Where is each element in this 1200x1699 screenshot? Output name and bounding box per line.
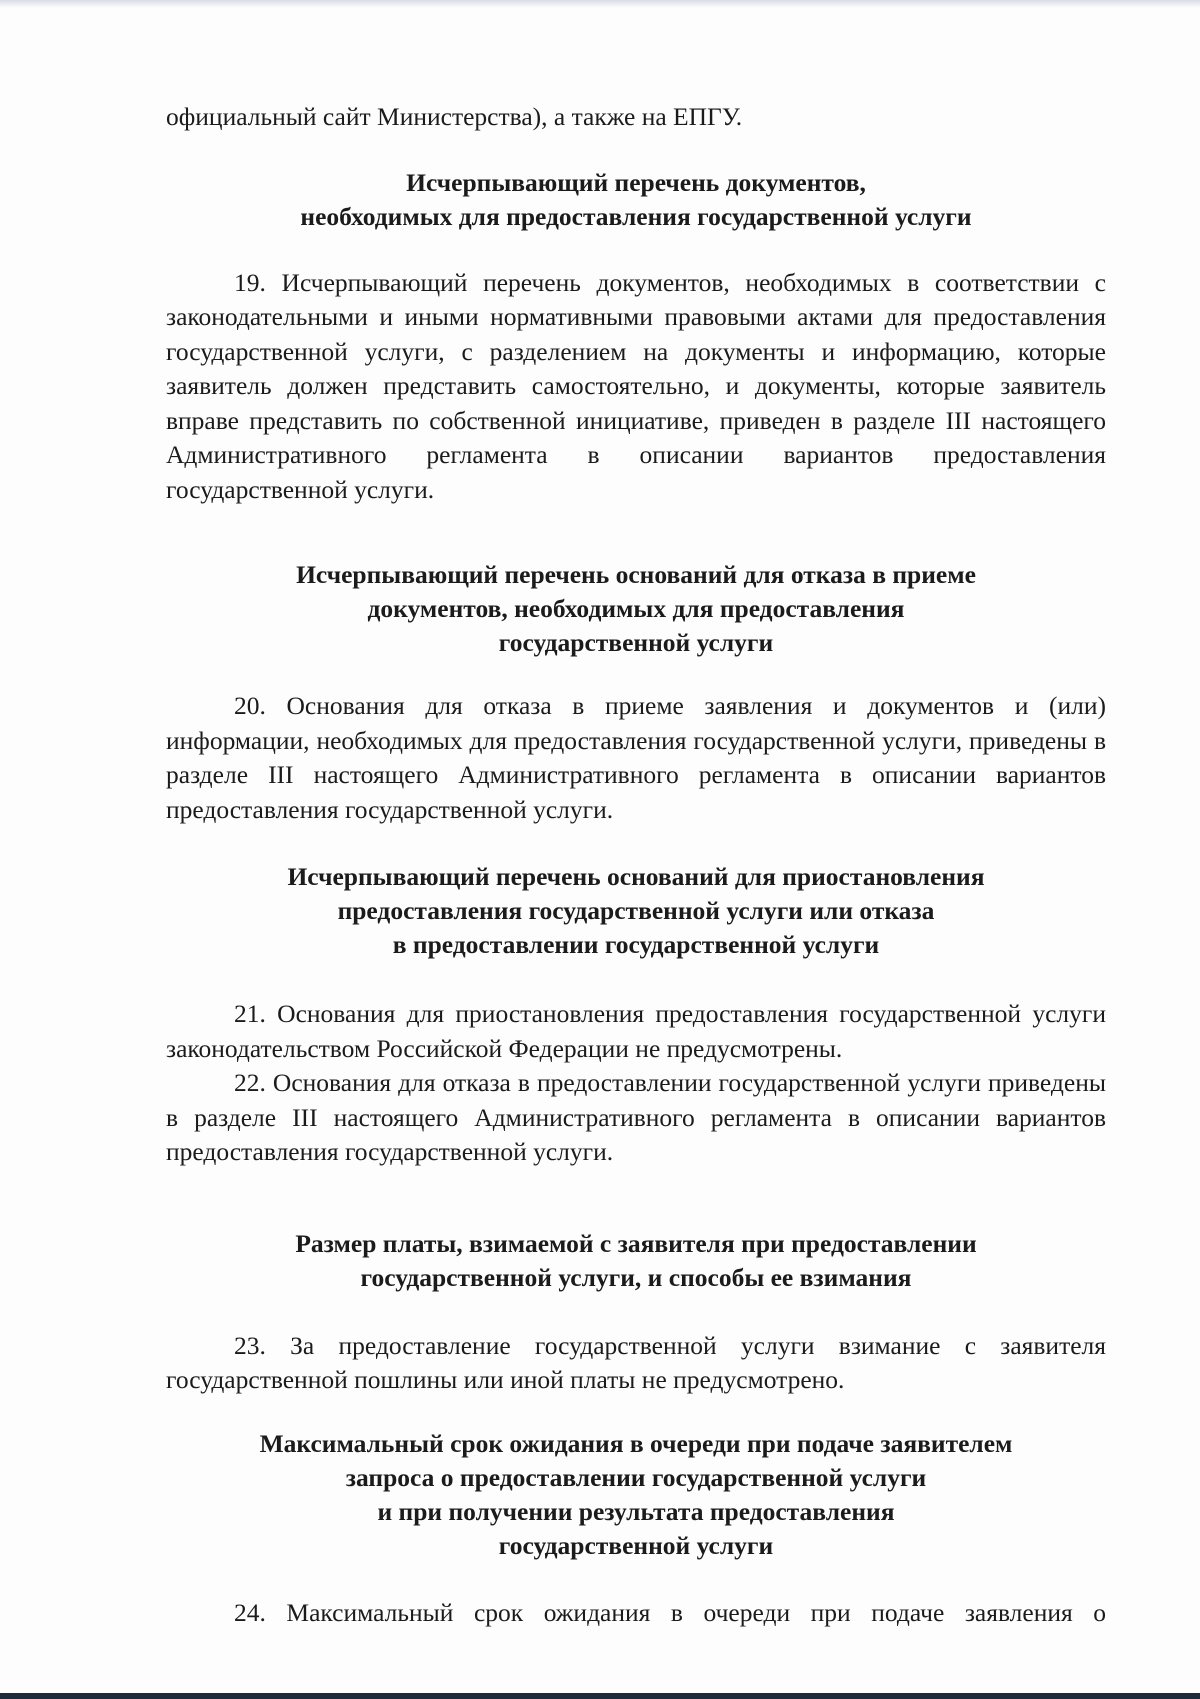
paragraph-21: 21. Основания для приостановления предоставления государственной услуги законодательством Российской Федерации не предусмотрены. [166,999,1106,1063]
paragraph-24: 24. Максимальный срок ожидания в очереди при подаче заявления о [234,1597,1106,1627]
scan-edge-top [0,0,1200,8]
document-body [166,100,1106,1630]
heading-fee: Размер платы, взимаемой с заявителя при предоставлении государственной услуги, и способы ее взимания [295,1228,977,1292]
heading-queue-time: Максимальный срок ожидания в очереди при подаче заявителем запроса о предоставлении государственной услуги и при получении результата предоставления государственной услуги [259,1428,1013,1560]
paragraph-23: 23. За предоставление государственной услуги взимание с заявителя государственной пошлины или иной платы не предусмотрено. [166,1330,1106,1394]
paragraph-19: 19. Исчерпывающий перечень документов, необходимых в соответствии с законодательными и иными нормативными правовыми актами для предоставления государственной услуги, с разделением на документы и информацию, которые заявитель должен представить самостоятельно, и документы, которые заявитель вправе представить по собственной инициативе, приведен в разделе III настоящего Административного регламента в описании вариантов предоставления государственной услуги. [166,267,1106,504]
scan-edge-bottom [0,1693,1200,1699]
paragraph-20: 20. Основания для отказа в приеме заявления и документов и (или) информации, необходимых для предоставления государственной услуги, приведены в разделе III настоящего Административного регламента в описании вариантов предоставления государственной услуги. [166,691,1106,824]
heading-documents-list: Исчерпывающий перечень документов, необходимых для предоставления государственной услуги [300,167,972,231]
continuation-text: официальный сайт Министерства), а также на ЕПГУ. [166,102,743,131]
paragraph-22: 22. Основания для отказа в предоставлении государственной услуги приведены в разделе III настоящего Административного регламента в описании вариантов предоставления государственной услуги. [166,1068,1106,1166]
heading-suspension: Исчерпывающий перечень оснований для приостановления предоставления государственной услуги или отказа в предоставлении государственной услуги [287,862,985,959]
heading-refusal-acceptance: Исчерпывающий перечень оснований для отказа в приеме документов, необходимых для предоставления государственной услуги [296,560,976,657]
